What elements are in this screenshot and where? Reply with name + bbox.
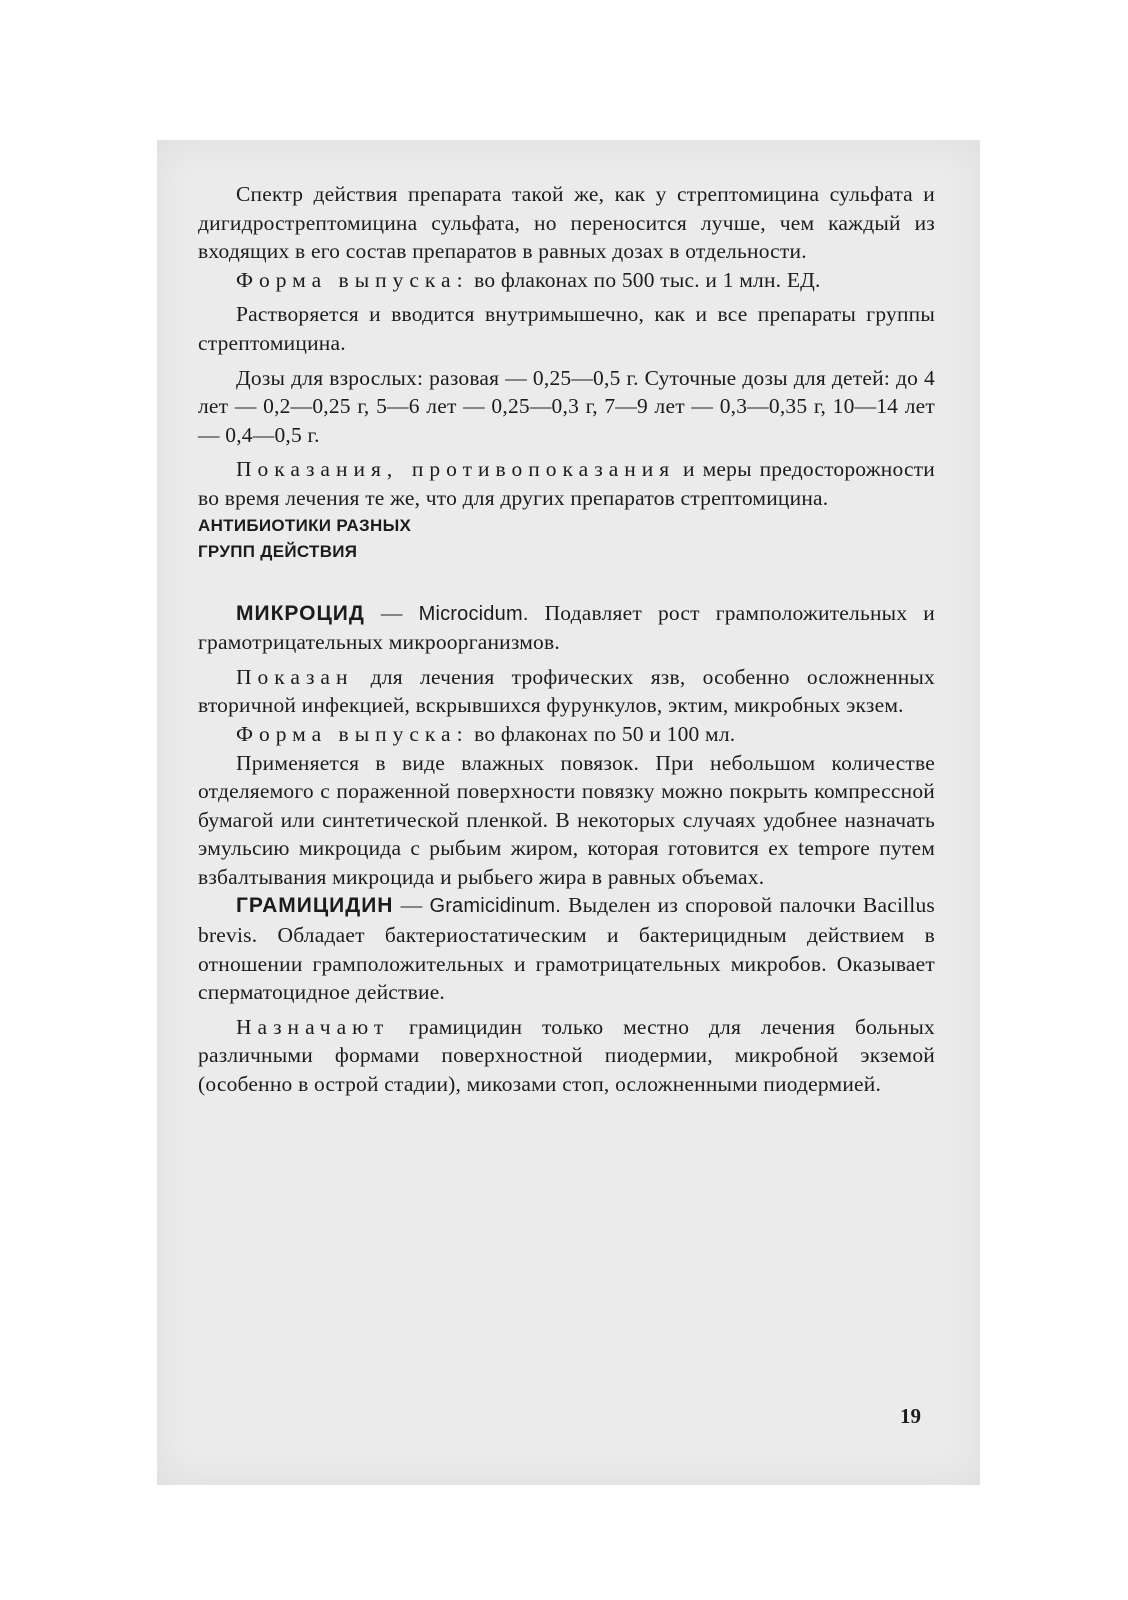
indications-text: и меры предосторожности во время лечения те же, что для других препаратов стрептомицина. [198,457,935,510]
microcid-usage-text: Применяется в виде влажных повязок. При небольшом количестве отделяемого с пораженной поверхности повязку можно покрыть компрессной бумагой или синтетической пленкой. В некоторых случаях удобнее назначать эмульсию микроцида с рыбьим жиром, которая готовится ex tempore путем взбалтывания микроцида и рыбьего жира в равных объемах. [198,750,935,889]
paragraph-dissolution-text: Растворяется и вводится внутримышечно, как и все препараты группы стрептомицина. [198,302,935,355]
section-heading-line2: ГРУПП ДЕЙСТВИЯ [198,541,358,561]
paragraph-indications [198,455,935,512]
microcid-description: Подавляет рост грамположительных и грамотрицательных микроорганизмов. [198,600,935,655]
paragraph-gramicidin-prescription [198,1013,935,1099]
page-number: 19 [900,1404,921,1428]
microcid-indication-label: Показан [236,664,354,689]
paragraph-release-form [198,266,935,295]
paragraph-microcid-form [198,720,935,749]
release-form-text: во флаконах по 500 тыс. и 1 млн. ЕД. [468,267,821,292]
gramicidin-latin-name: Gramicidinum. [429,895,561,918]
section-heading [198,513,498,565]
microcid-term: МИКРОЦИД [236,601,365,625]
microcid-form-label: Форма выпуска: [236,721,469,746]
section-heading-line1: АНТИБИОТИКИ РАЗНЫХ [198,515,412,535]
entry-microcid [198,599,935,657]
paragraph-dissolution [198,300,935,357]
paragraph-microcid-usage [198,749,935,892]
paragraph-spectrum-text: Спектр действия препарата такой же, как у стрептомицина сульфата и дигидрострептомицина сульфата, но переносится лучше, чем каждый из входящих в его состав препаратов в равных дозах в отдельности. [198,182,935,264]
indications-label: Показания, противопоказания [236,457,676,482]
page-text [198,180,935,1099]
gramicidin-prescribe-label: Назначают [236,1014,390,1039]
release-form-label: Форма выпуска: [236,267,469,292]
paragraph-microcid-indication [198,663,935,720]
gramicidin-description: Выделен из споровой палочки Bacillus brevis. Обладает бактериостатическим и бактерицидным действием в отношении грамположительных и грамотрицательных микробов. Оказывает сперматоцидное действие. [198,893,935,1005]
paragraph-doses-text: Дозы для взрослых: разовая — 0,25—0,5 г. Суточные дозы для детей: до 4 лет — 0,2—0,25 г, 5—6 лет — 0,25—0,3 г, 7—9 лет — 0,3—0,35 г, 10—14 лет — 0,4—0,5 г. [198,365,935,447]
gramicidin-prescribe-text: грамицидин только местно для лечения больных различными формами поверхностной пиодермии, микробной экземой (особенно в острой стадии), микозами стоп, осложненными пиодермией. [198,1014,935,1097]
microcid-dash: — [364,600,419,625]
paragraph-doses [198,364,935,450]
paragraph-spectrum [198,180,935,266]
gramicidin-dash: — [393,893,430,918]
entry-gramicidin [198,891,935,1006]
microcid-indication-text: для лечения трофических язв, особенно осложненных вторичной инфекцией, вскрывшихся фурункулов, эктим, микробных экзем. [198,664,935,718]
gramicidin-term: ГРАМИЦИДИН [236,894,394,918]
microcid-latin-name: Microcidum. [418,602,529,625]
microcid-form-text: во флаконах по 50 и 100 мл. [468,721,736,746]
